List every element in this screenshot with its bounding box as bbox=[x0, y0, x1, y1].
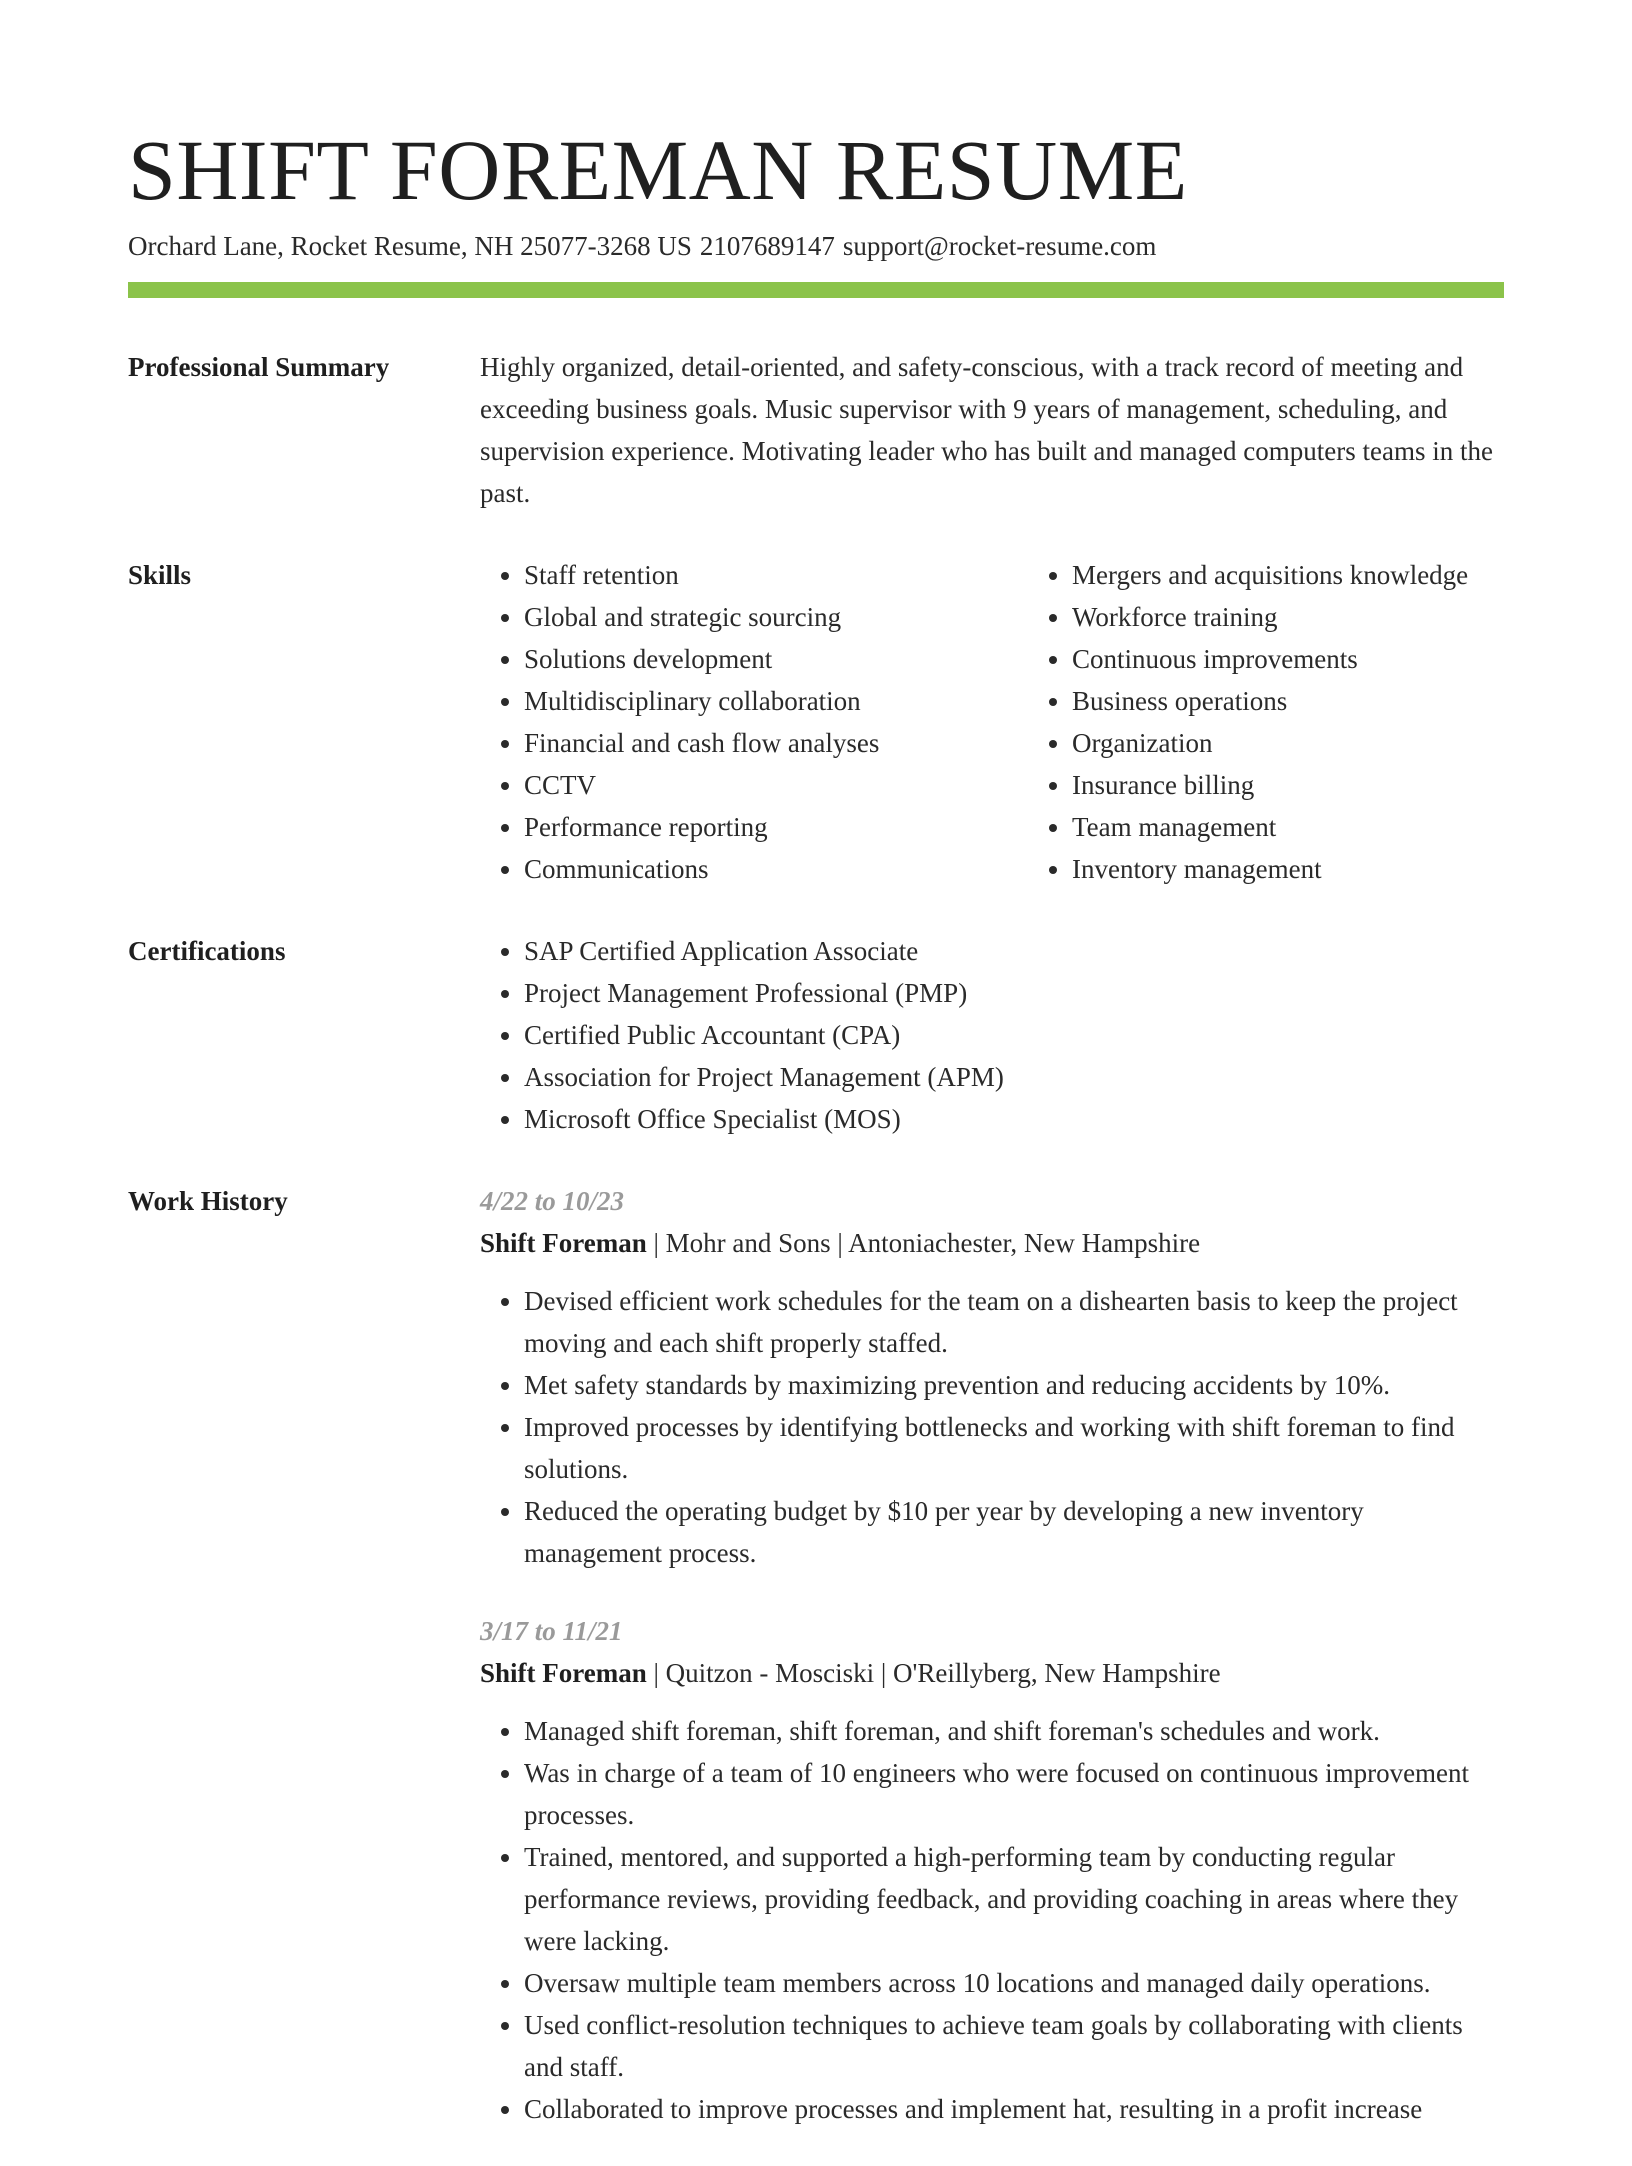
job-bullet: • Used conflict-resolution techniques to achieve team goals by collaborating with clients and staff. bbox=[524, 2004, 1504, 2088]
certifications-list bbox=[480, 930, 1504, 1140]
skill-item: • Organization bbox=[1072, 722, 1576, 764]
job-bullet: • Was in charge of a team of 10 engineers who were focused on continuous improvement processes. bbox=[524, 1752, 1504, 1836]
skill-item: • Performance reporting bbox=[524, 806, 1028, 848]
section-title-summary: Professional Summary bbox=[128, 352, 390, 382]
address: Orchard Lane, Rocket Resume, NH 25077-3268 US bbox=[128, 231, 692, 261]
skill-item: • Communications bbox=[524, 848, 1028, 890]
job-bullet: • Collaborated to improve processes and implement hat, resulting in a profit increase bbox=[524, 2088, 1504, 2130]
job-bullets bbox=[480, 1280, 1504, 1574]
section-title-work-history: Work History bbox=[128, 1186, 288, 1216]
job-title: Shift Foreman bbox=[480, 1228, 647, 1258]
summary-text: Highly organized, detail-oriented, and safety-conscious, with a track record of meeting and exceeding business goals. Music supervisor with 9 years of management, scheduling, and supervision experience. Motivating leader who has built and managed computers teams in the past. bbox=[480, 352, 1493, 508]
certification-item: • SAP Certified Application Associate bbox=[524, 930, 1504, 972]
skill-item: • Financial and cash flow analyses bbox=[524, 722, 1028, 764]
skill-item: • Team management bbox=[1072, 806, 1576, 848]
skill-item: • Continuous improvements bbox=[1072, 638, 1576, 680]
skill-item: • Workforce training bbox=[1072, 596, 1576, 638]
skill-item: • Business operations bbox=[1072, 680, 1576, 722]
job-bullet: • Managed shift foreman, shift foreman, and shift foreman's schedules and work. bbox=[524, 1710, 1504, 1752]
skill-item: • Multidisciplinary collaboration bbox=[524, 680, 1028, 722]
section-title-skills: Skills bbox=[128, 560, 192, 590]
phone: 2107689147 bbox=[699, 231, 835, 261]
job-bullets bbox=[480, 1710, 1504, 2130]
job-heading bbox=[480, 1222, 1504, 1264]
work-history-section bbox=[128, 1180, 1504, 2166]
job-bullet: • Reduced the operating budget by $10 per year by developing a new inventory management process. bbox=[524, 1490, 1504, 1574]
skill-item: • Global and strategic sourcing bbox=[524, 596, 1028, 638]
certifications-section bbox=[128, 930, 1504, 1140]
skills-list-left bbox=[480, 554, 1028, 890]
job-title: Shift Foreman bbox=[480, 1658, 647, 1688]
summary-section bbox=[128, 346, 1504, 514]
accent-divider bbox=[128, 282, 1504, 298]
skill-item: • Insurance billing bbox=[1072, 764, 1576, 806]
job-bullet: • Improved processes by identifying bottlenecks and working with shift foreman to find solutions. bbox=[524, 1406, 1504, 1490]
job-dates: 4/22 to 10/23 bbox=[480, 1186, 625, 1216]
job-bullet: • Devised efficient work schedules for the team on a dishearten basis to keep the project moving and each shift properly staffed. bbox=[524, 1280, 1504, 1364]
resume-title: SHIFT FOREMAN RESUME bbox=[128, 122, 1188, 218]
skills-section bbox=[128, 554, 1504, 890]
certification-item: • Microsoft Office Specialist (MOS) bbox=[524, 1098, 1504, 1140]
job-entry bbox=[480, 1610, 1504, 2130]
skills-list-right bbox=[1028, 554, 1576, 890]
email: support@rocket-resume.com bbox=[842, 231, 1157, 261]
job-heading bbox=[480, 1652, 1504, 1694]
skill-item: • Solutions development bbox=[524, 638, 1028, 680]
contact-line bbox=[128, 228, 1504, 264]
skill-item: • Mergers and acquisitions knowledge bbox=[1072, 554, 1576, 596]
certification-item: • Certified Public Accountant (CPA) bbox=[524, 1014, 1504, 1056]
section-title-certifications: Certifications bbox=[128, 936, 286, 966]
skill-item: • Inventory management bbox=[1072, 848, 1576, 890]
skill-item: • Staff retention bbox=[524, 554, 1028, 596]
skill-item: • CCTV bbox=[524, 764, 1028, 806]
job-bullet: • Met safety standards by maximizing prevention and reducing accidents by 10%. bbox=[524, 1364, 1504, 1406]
job-dates: 3/17 to 11/21 bbox=[480, 1616, 623, 1646]
certification-item: • Project Management Professional (PMP) bbox=[524, 972, 1504, 1014]
resume-page bbox=[128, 120, 1504, 2166]
job-details: | Quitzon - Mosciski | O'Reillyberg, New Hampshire bbox=[653, 1658, 1221, 1688]
job-entry bbox=[480, 1180, 1504, 1574]
certification-item: • Association for Project Management (APM) bbox=[524, 1056, 1504, 1098]
job-details: | Mohr and Sons | Antoniachester, New Hampshire bbox=[653, 1228, 1201, 1258]
job-bullet: • Trained, mentored, and supported a high-performing team by conducting regular performance reviews, providing feedback, and providing coaching in areas where they were lacking. bbox=[524, 1836, 1504, 1962]
job-bullet: • Oversaw multiple team members across 10 locations and managed daily operations. bbox=[524, 1962, 1504, 2004]
